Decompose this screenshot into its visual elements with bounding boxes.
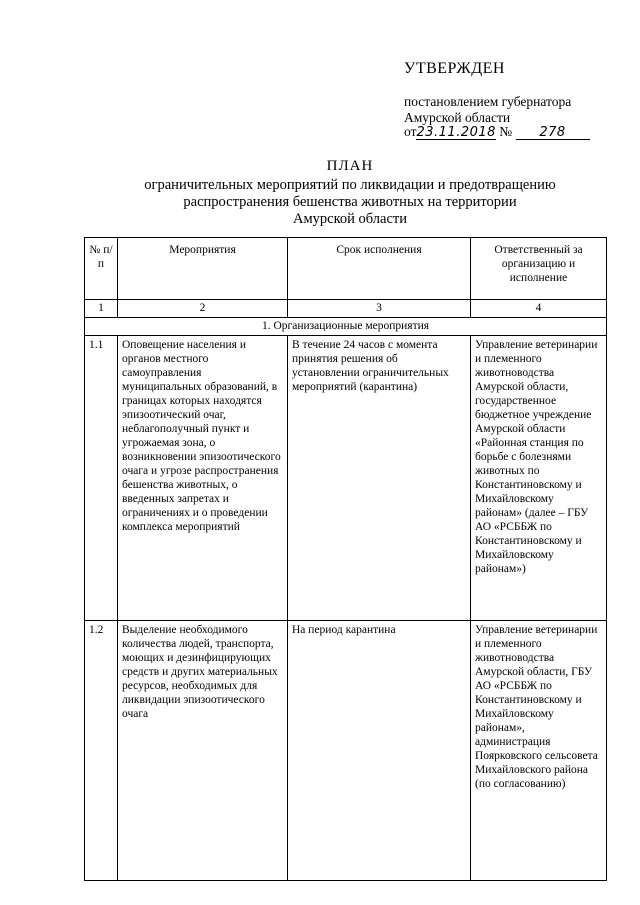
- row-term: На период карантина: [288, 621, 471, 881]
- table-row: [85, 621, 607, 881]
- subtitle-line-1: ограничительных мероприятий по ликвидации и предотвращению: [144, 177, 556, 193]
- decree-date-number: [404, 124, 590, 140]
- section-row: [85, 318, 607, 336]
- row-term: В течение 24 часов с момента принятия решения об установлении ограничительных мероприятий (карантина): [288, 336, 471, 621]
- measures-table: [84, 237, 607, 881]
- table-header-row: [85, 238, 607, 300]
- section-title: 1. Организационные мероприятия: [85, 318, 607, 336]
- header-actions: Мероприятия: [118, 238, 288, 300]
- row-responsible: Управление ветеринарии и племенного животноводства Амурской области, ГБУ АО «РСББЖ по Константиновскому и Михайловскому районам», администрация Поярковского сельсовета Михайловского района (по согласованию): [471, 621, 607, 881]
- column-number: 4: [471, 300, 607, 318]
- decree-line-1: постановлением губернатора: [404, 94, 572, 109]
- row-action: Выделение необходимого количества людей, транспорта, моющих и дезинфицирующих средств и других материальных ресурсов, необходимых для ликвидации эпизоотического очага: [118, 621, 288, 881]
- column-number-row: [85, 300, 607, 318]
- header-responsible: Ответственный за организацию и исполнение: [471, 238, 607, 300]
- plan-title: ПЛАН: [326, 158, 374, 174]
- subtitle-line-2: распространения бешенства животных на территории: [183, 194, 517, 210]
- decree-block: [404, 94, 571, 126]
- decree-number: 278: [516, 126, 590, 140]
- column-number: 2: [118, 300, 288, 318]
- row-number: 1.2: [85, 621, 118, 881]
- table-row: [85, 336, 607, 621]
- column-number: 3: [288, 300, 471, 318]
- row-responsible: Управление ветеринарии и племенного животноводства Амурской области, государственное бюджетное учреждение Амурской области «Районная станция по борьбе с болезнями животных по Константиновскому и Михайловскому районам» (далее – ГБУ АО «РСББЖ по Константиновскому и Михайловскому районам»): [471, 336, 607, 621]
- header-number: № п/п: [85, 238, 118, 300]
- approved-stamp: УТВЕРЖДЕН: [404, 60, 505, 77]
- row-action: Оповещение населения и органов местного самоуправления муниципальных образований, в границах которых находятся эпизоотический очаг, неблагополучный пункт и угрожаемая зона, о возникновении эпизоотического очага и угрозе распространения бешенства животных, о введенных запретах и ограничениях и о проведении комплекса мероприятий: [118, 336, 288, 621]
- decree-date: 23.11.2018: [416, 125, 496, 140]
- header-term: Срок исполнения: [288, 238, 471, 300]
- decree-line-2: Амурской области: [404, 110, 511, 125]
- column-number: 1: [85, 300, 118, 318]
- plan-subtitle: [80, 177, 620, 228]
- row-number: 1.1: [85, 336, 118, 621]
- subtitle-line-3: Амурской области: [293, 211, 407, 227]
- date-prefix: от: [404, 124, 417, 139]
- number-prefix: №: [499, 124, 513, 139]
